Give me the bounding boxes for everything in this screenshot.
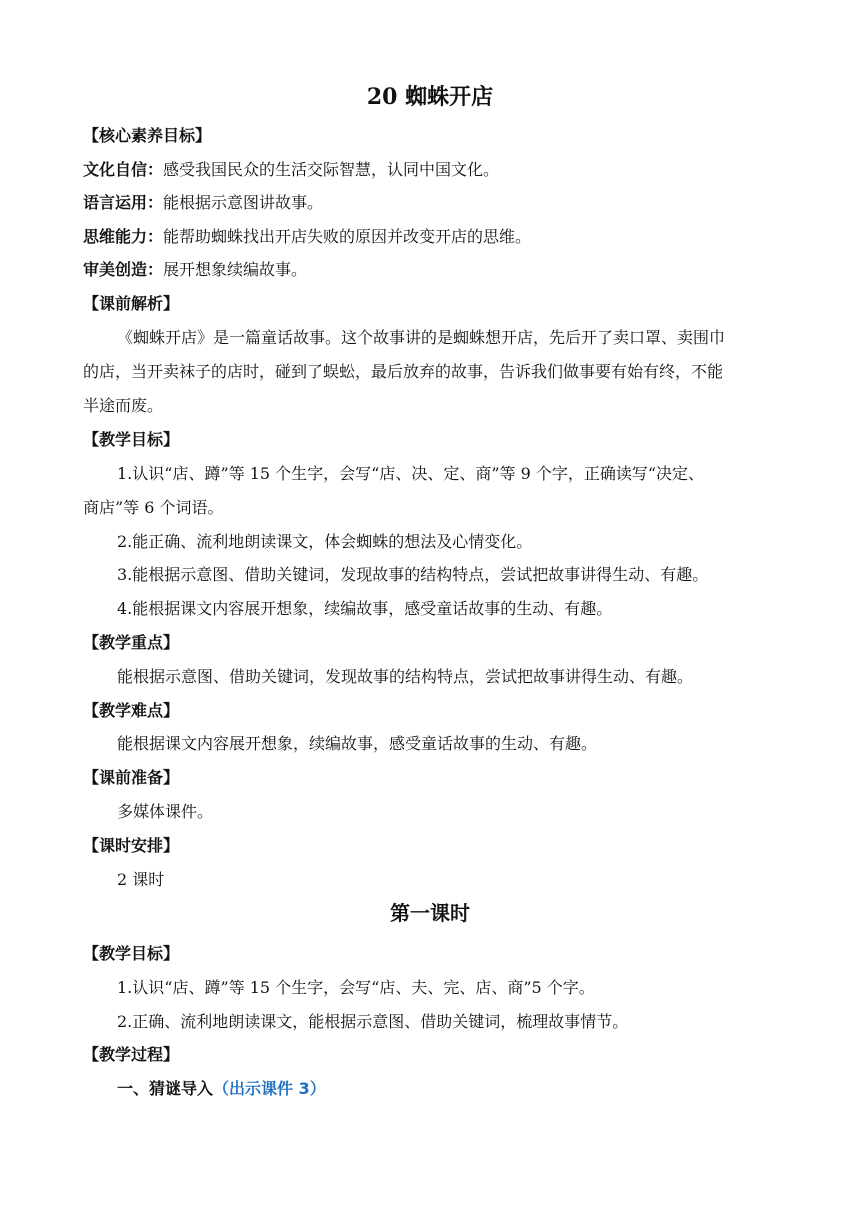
- page-title: 20 蜘蛛开店: [366, 84, 494, 110]
- teaching-goals-header: 【教学目标】: [83, 430, 180, 449]
- teaching-goal-item: 3.能根据示意图、借助关键词，发现故事的结构特点，尝试把故事讲得生动、有趣。: [117, 565, 709, 584]
- prep-text: 多媒体课件。: [117, 802, 214, 821]
- lesson1-goals-header: 【教学目标】: [83, 944, 180, 963]
- courseware-note: （出示课件 3）: [213, 1079, 326, 1098]
- difficulty-header: 【教学难点】: [83, 701, 180, 720]
- focus-header: 【教学重点】: [83, 633, 180, 652]
- aesthetic-text: 展开想象续编故事。: [163, 260, 308, 279]
- thinking-text: 能帮助蜘蛛找出开店失败的原因并改变开店的思维。: [163, 227, 532, 246]
- language-label: 语言运用：: [83, 193, 164, 212]
- difficulty-text: 能根据课文内容展开想象，续编故事，感受童话故事的生动、有趣。: [117, 734, 598, 753]
- aesthetic-label: 审美创造：: [83, 260, 164, 279]
- analysis-paragraph-line: 的店，当开卖袜子的店时，碰到了蜈蚣，最后放弃的故事，告诉我们做事要有始有终，不能: [83, 362, 724, 381]
- analysis-header: 【课前解析】: [83, 294, 180, 313]
- analysis-paragraph-line: 《蜘蛛开店》是一篇童话故事。这个故事讲的是蜘蛛想开店，先后开了卖口罩、卖围巾: [117, 328, 726, 347]
- process-header: 【教学过程】: [83, 1045, 180, 1064]
- thinking-line: [83, 225, 783, 249]
- lesson1-goal-item: 2.正确、流利地朗读课文，能根据示意图、借助关键词，梳理故事情节。: [117, 1012, 629, 1031]
- core-goals-header: 【核心素养目标】: [83, 126, 212, 145]
- process-step-label: 一、猜谜导入: [117, 1079, 214, 1098]
- language-text: 能根据示意图讲故事。: [163, 193, 324, 212]
- thinking-label: 思维能力：: [83, 227, 164, 246]
- aesthetic-line: [83, 258, 783, 282]
- teaching-goal-item: 2.能正确、流利地朗读课文，体会蜘蛛的想法及心情变化。: [117, 532, 533, 551]
- schedule-header: 【课时安排】: [83, 836, 180, 855]
- focus-text: 能根据示意图、借助关键词，发现故事的结构特点，尝试把故事讲得生动、有趣。: [117, 667, 694, 686]
- culture-text: 感受我国民众的生活交际智慧，认同中国文化。: [163, 160, 500, 179]
- culture-line: [83, 158, 783, 182]
- teaching-goal-item: 商店”等 6 个词语。: [83, 498, 224, 517]
- language-line: [83, 191, 783, 215]
- culture-label: 文化自信：: [83, 160, 164, 179]
- analysis-paragraph-line: 半途而废。: [83, 396, 164, 415]
- lesson1-goal-item: 1.认识“店、蹲”等 15 个生字，会写“店、夫、完、店、商”5 个字。: [117, 978, 595, 997]
- prep-header: 【课前准备】: [83, 768, 180, 787]
- process-step: [117, 1077, 817, 1101]
- schedule-text: 2 课时: [117, 870, 165, 889]
- teaching-goal-item: 4.能根据课文内容展开想象，续编故事，感受童话故事的生动、有趣。: [117, 599, 613, 618]
- lesson1-title: 第一课时: [390, 901, 470, 925]
- teaching-goal-item: 1.认识“店、蹲”等 15 个生字，会写“店、决、定、商”等 9 个字，正确读写“决定、: [117, 464, 705, 483]
